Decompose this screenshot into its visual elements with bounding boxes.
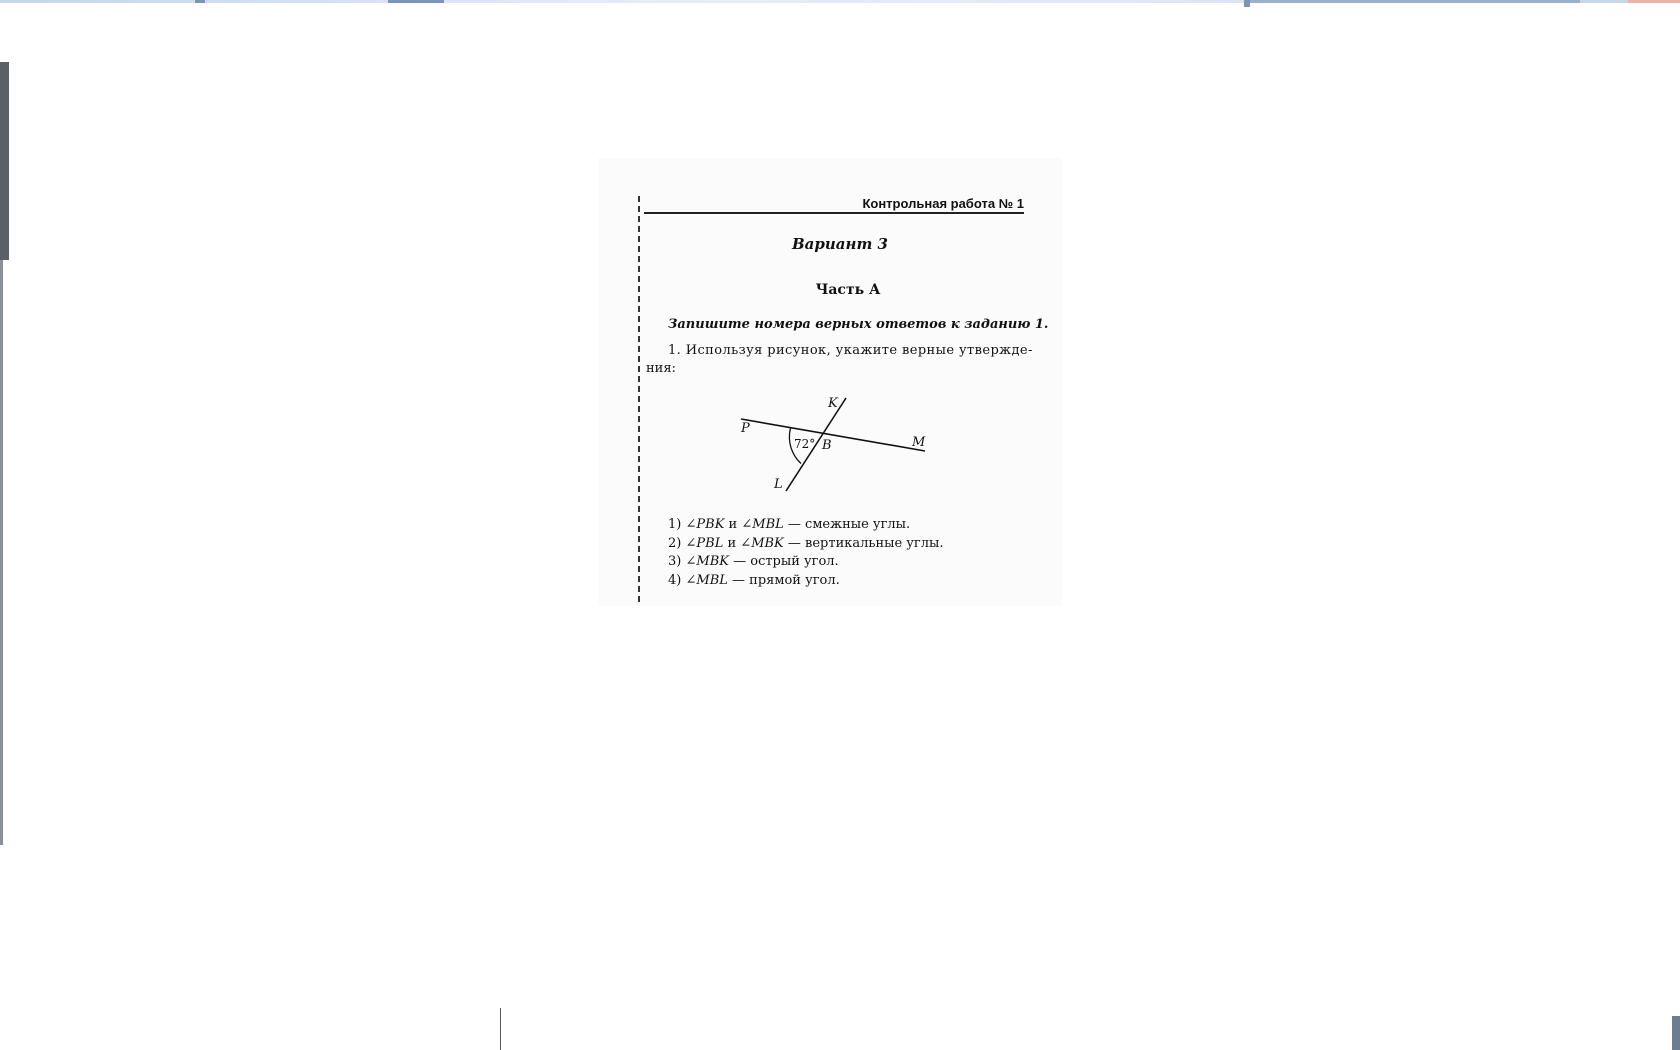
option-3: 3) ∠MBK — острый угол. [668,554,839,569]
header-title: Контрольная работа № 1 [862,196,1024,211]
point-label-b: B [822,438,832,453]
point-label-p: P [741,421,750,436]
option-1: 1) ∠PBK и ∠MBL — смежные углы. [668,517,911,532]
left-window-edge [0,62,9,260]
question-line-1: 1. Используя рисунок, укажите верные утвержде- [668,343,1033,358]
point-label-l: L [774,477,783,492]
point-label-m: M [912,435,926,450]
scrollbar-thumb[interactable] [1672,1016,1680,1050]
option-2: 2) ∠PBL и ∠MBK — вертикальные углы. [668,535,944,551]
question-line-2: ния: [646,361,676,376]
scanned-document [598,158,1062,606]
top-strip-accent [1628,0,1680,3]
variant-title: Вариант 3 [792,235,888,253]
answer-options [668,516,943,590]
line-pm [741,419,925,451]
top-strip-accent [1250,0,1580,3]
instruction-text: Запишите номера верных ответов к заданию 1. [668,317,1049,332]
top-strip-accent [195,0,205,3]
point-label-k: K [828,396,838,411]
angle-value-label: 72° [794,437,816,451]
option-4: 4) ∠MBL — прямой угол. [668,572,840,588]
top-strip-accent [388,0,444,3]
bottom-divider [500,1008,501,1050]
left-window-edge-line [0,260,3,845]
part-title: Часть А [815,282,881,298]
